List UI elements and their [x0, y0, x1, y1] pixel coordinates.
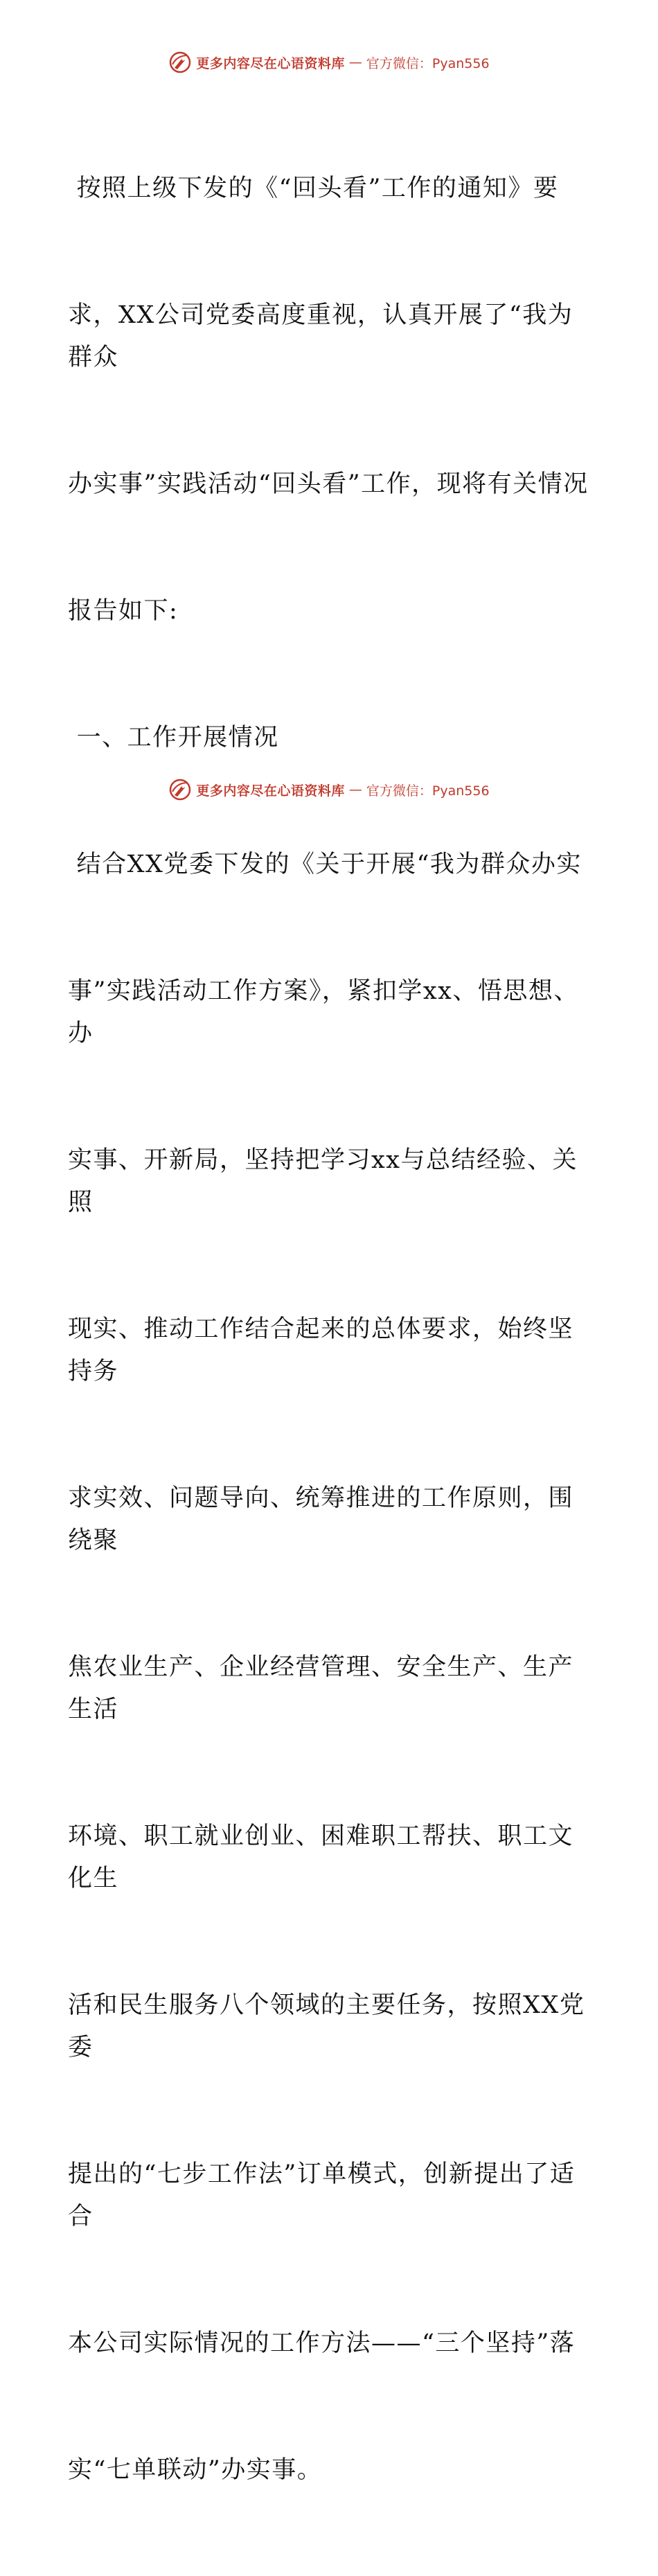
text-line: 求实效、问题导向、统筹推进的工作原则，围绕聚: [68, 1484, 574, 1554]
banner-separator: —: [348, 782, 362, 797]
text-line: 办实事”实践活动“回头看”工作，现将有关情况: [68, 470, 589, 498]
text-line: 实“七单联动”办实事。: [68, 2456, 323, 2484]
text-line: 提出的“七步工作法”订单模式，创新提出了适合: [68, 2160, 576, 2230]
banner-title: 更多内容尽在心语资料库: [196, 55, 345, 71]
pen-nib-icon: [168, 778, 192, 801]
pen-nib-icon: [168, 51, 192, 74]
banner-title: 更多内容尽在心语资料库: [196, 783, 345, 799]
text-line: 报告如下:: [68, 597, 179, 625]
text-line: 按照上级下发的《“回头看”工作的通知》要: [68, 175, 559, 202]
body-paragraph: [68, 759, 594, 2576]
text-line: 现实、推动工作结合起来的总体要求，始终坚持务: [68, 1315, 574, 1385]
text-line: 环境、职工就业创业、困难职工帮扶、职工文化生: [68, 1822, 574, 1892]
text-line: 活和民生服务八个领域的主要任务，按照XX党委: [68, 1991, 585, 2061]
banner-contact: 官方微信：Pyan556: [366, 55, 490, 71]
header-banner: [0, 47, 658, 78]
text-line: 实事、开新局，坚持把学习xx与总结经验、关照: [68, 1146, 578, 1216]
text-line: 事”实践活动工作方案》，紧扣学xx、悟思想、办: [68, 977, 579, 1047]
text-line: 结合XX党委下发的《关于开展“我为群众办实: [68, 851, 582, 878]
section-heading: 一、工作开展情况: [68, 724, 279, 752]
text-line: 求，XX公司党委高度重视，认真开展了“我为群众: [68, 301, 573, 371]
footer-banner: [0, 774, 658, 805]
document-body: [68, 83, 594, 2576]
text-line: 焦农业生产、企业经营管理、安全生产、生产生活: [68, 1653, 574, 1723]
banner-contact: 官方微信：Pyan556: [366, 783, 490, 799]
intro-paragraph: [68, 83, 594, 717]
text-line: 本公司实际情况的工作方法——“三个坚持”落: [68, 2329, 576, 2357]
banner-separator: —: [348, 55, 362, 70]
